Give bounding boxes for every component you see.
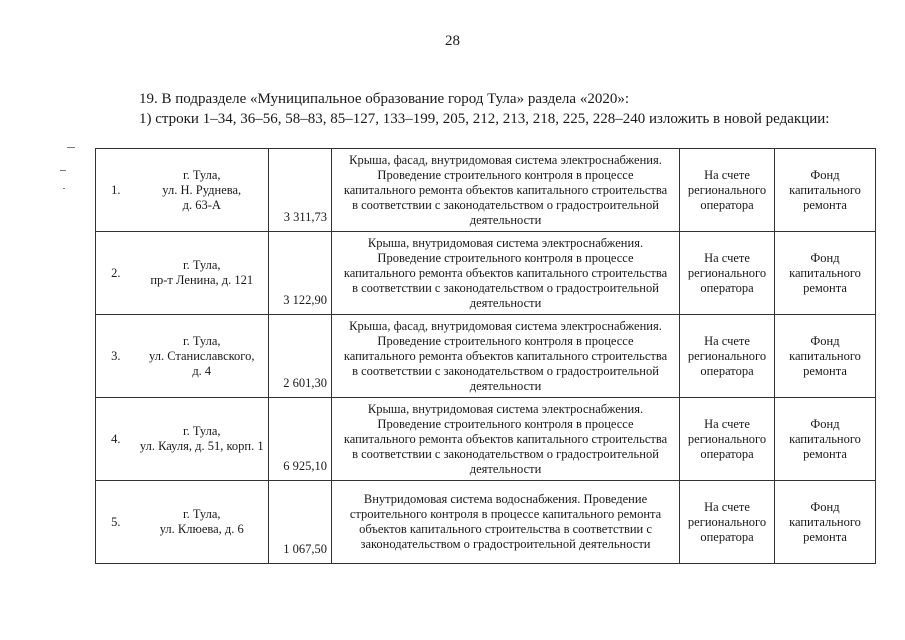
cost-cell: 3 122,90 xyxy=(269,232,332,315)
operator-cell xyxy=(680,232,775,315)
works-line: капитального ремонта объектов капитального строительства xyxy=(343,265,668,280)
works-line: Внутридомовая система водоснабжения. Проведение xyxy=(363,492,648,506)
address-line: г. Тула, xyxy=(182,333,221,348)
operator-line: оператора xyxy=(700,197,754,212)
table-row xyxy=(96,481,876,564)
operator-cell xyxy=(680,481,775,564)
fund-line: капитального xyxy=(789,431,861,446)
row-number: 3. xyxy=(96,315,136,398)
table-row xyxy=(96,398,876,481)
row-number: 1. xyxy=(96,149,136,232)
row-number: 2. xyxy=(96,232,136,315)
cost-cell: 6 925,10 xyxy=(269,398,332,481)
works-line: капитального ремонта объектов капитального строительства xyxy=(343,348,668,363)
operator-cell xyxy=(680,398,775,481)
table-row xyxy=(96,149,876,232)
fund-line: капитального xyxy=(789,182,861,197)
address-cell xyxy=(136,149,269,232)
works-line: деятельности xyxy=(469,295,542,310)
paragraph-rows-instruction: 1) строки 1–34, 36–56, 58–83, 85–127, 133–199, 205, 212, 213, 218, 225, 228–240 изложить в новой редакции: xyxy=(139,111,830,127)
address-line: г. Тула, xyxy=(182,507,221,521)
fund-line: ремонта xyxy=(803,363,847,378)
operator-line: На счете xyxy=(704,333,750,348)
address-line: ул. Кауля, д. 51, корп. 1 xyxy=(139,439,264,453)
operator-cell xyxy=(680,149,775,232)
works-line: капитального ремонта объектов капитального строительства xyxy=(343,431,668,446)
works-line: Крыша, внутридомовая система электроснабжения. xyxy=(367,401,644,416)
operator-line: регионального xyxy=(687,431,767,446)
works-description-cell xyxy=(332,232,680,315)
works-line: деятельности xyxy=(469,461,542,476)
fund-cell xyxy=(775,149,876,232)
works-line: деятельности xyxy=(469,378,542,393)
fund-line: ремонта xyxy=(803,446,847,461)
row-number: 4. xyxy=(96,398,136,481)
works-line: Крыша, внутридомовая система электроснабжения. xyxy=(367,235,644,250)
operator-line: регионального xyxy=(687,514,767,529)
address-line: г. Тула, xyxy=(182,167,221,182)
works-description-cell xyxy=(332,398,680,481)
fund-line: капитального xyxy=(789,348,861,363)
cost-cell: 1 067,50 xyxy=(269,481,332,564)
fund-line: ремонта xyxy=(803,197,847,212)
works-line: в соответствии с законодательством о градостроительной xyxy=(352,197,659,212)
fund-line: капитального xyxy=(789,514,861,529)
page-number: 28 xyxy=(445,33,460,49)
fund-line: ремонта xyxy=(803,280,847,295)
works-line: Проведение строительного контроля в процессе xyxy=(377,416,634,431)
works-description-cell xyxy=(332,481,680,564)
works-description-cell xyxy=(332,149,680,232)
operator-line: На счете xyxy=(704,499,750,514)
address-line: пр-т Ленина, д. 121 xyxy=(150,273,254,287)
works-line: деятельности xyxy=(469,212,542,227)
works-line: Проведение строительного контроля в процессе xyxy=(377,250,634,265)
fund-cell xyxy=(775,398,876,481)
fund-line: Фонд xyxy=(810,167,840,182)
address-cell xyxy=(136,232,269,315)
operator-cell xyxy=(680,315,775,398)
address-cell xyxy=(136,398,269,481)
fund-line: Фонд xyxy=(810,250,840,265)
operator-line: На счете xyxy=(704,416,750,431)
fund-cell xyxy=(775,315,876,398)
address-line: д. 4 xyxy=(192,363,212,378)
fund-line: капитального xyxy=(789,265,861,280)
works-line: объектов капитального строительства в соответствии с xyxy=(359,522,652,536)
address-line: ул. Станиславского, xyxy=(149,348,255,363)
works-line: Проведение строительного контроля в процессе xyxy=(377,333,634,348)
works-table xyxy=(95,148,876,564)
address-cell xyxy=(136,315,269,398)
works-line: в соответствии с законодательством о градостроительной xyxy=(352,446,659,461)
works-line: Крыша, фасад, внутридомовая система электроснабжения. xyxy=(349,152,662,167)
operator-line: регионального xyxy=(687,182,767,197)
operator-line: оператора xyxy=(700,529,754,544)
address-line: г. Тула, xyxy=(182,258,221,272)
works-line: Проведение строительного контроля в процессе xyxy=(377,167,634,182)
address-line: ул. Клюева, д. 6 xyxy=(159,522,244,536)
works-description-cell xyxy=(332,315,680,398)
fund-line: ремонта xyxy=(803,529,847,544)
operator-line: На счете xyxy=(704,250,750,265)
table-row xyxy=(96,232,876,315)
address-line: д. 63-А xyxy=(182,197,221,212)
fund-line: Фонд xyxy=(810,499,840,514)
address-line: ул. Н. Руднева, xyxy=(162,182,242,197)
row-number: 5. xyxy=(96,481,136,564)
scan-speck xyxy=(60,170,66,171)
fund-cell xyxy=(775,232,876,315)
operator-line: оператора xyxy=(700,363,754,378)
works-line: капитального ремонта объектов капитального строительства xyxy=(343,182,668,197)
works-line: законодательством о градостроительной деятельности xyxy=(360,537,651,551)
operator-line: регионального xyxy=(687,348,767,363)
operator-line: На счете xyxy=(704,167,750,182)
works-table-body xyxy=(96,149,876,564)
cost-cell: 3 311,73 xyxy=(269,149,332,232)
works-line: в соответствии с законодательством о градостроительной xyxy=(352,280,659,295)
address-cell xyxy=(136,481,269,564)
operator-line: оператора xyxy=(700,280,754,295)
scan-speck xyxy=(63,188,65,189)
fund-cell xyxy=(775,481,876,564)
works-line: Крыша, фасад, внутридомовая система электроснабжения. xyxy=(349,318,662,333)
scan-speck xyxy=(67,147,75,148)
cost-cell: 2 601,30 xyxy=(269,315,332,398)
works-line: строительного контроля в процессе капитального ремонта xyxy=(349,507,662,521)
table-row xyxy=(96,315,876,398)
fund-line: Фонд xyxy=(810,333,840,348)
operator-line: регионального xyxy=(687,265,767,280)
fund-line: Фонд xyxy=(810,416,840,431)
paragraph-heading: 19. В подразделе «Муниципальное образование город Тула» раздела «2020»: xyxy=(139,91,629,107)
works-line: в соответствии с законодательством о градостроительной xyxy=(352,363,659,378)
operator-line: оператора xyxy=(700,446,754,461)
address-line: г. Тула, xyxy=(182,424,221,438)
